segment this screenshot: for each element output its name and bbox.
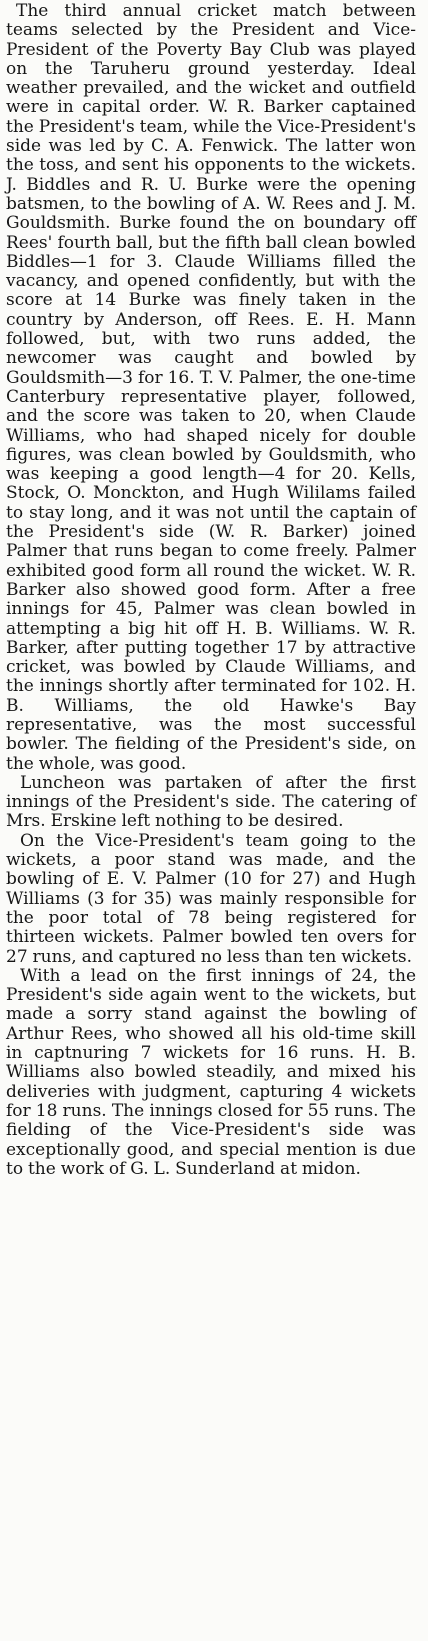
article-paragraph-luncheon: Luncheon was partaken of after the first innings of the President's side. The catering of Mrs. Erskine left nothing to be desired. [6, 772, 416, 832]
article-paragraph-second-innings: With a lead on the first innings of 24, the President's side again went to the wickets, but made a sorry stand against the bowling of Arthur Rees, who showed all his old-time skill in captnuring 7 wickets for 16 runs. H. B. Williams also bowled steadily, and mixed his deliveries with judgment, capturing 4 wickets for 18 runs. The innings closed for 55 runs. The fielding of the Vice-President's side was exceptionally good, and special mention is due to the work of G. L. Sunderland at midon. [6, 965, 416, 1179]
article-column [6, 2, 416, 1179]
article-paragraph-vice-president-innings: On the Vice-President's team going to the wickets, a poor stand was made, and the bowling of E. V. Palmer (10 for 27) and Hugh Williams (3 for 35) was mainly responsible for the poor total of 78 being registered for thirteen wickets. Palmer bowled ten overs for 27 runs, and captured no less than ten wickets. [6, 830, 416, 967]
article-paragraph-match-report: The third annual cricket match between teams selected by the President and Vice-President of the Poverty Bay Club was played on the Taruheru ground yesterday. Ideal weather prevailed, and the wicket and outfield were in capital order. W. R. Barker captained the President's team, while the Vice-President's side was led by C. A. Fenwick. The latter won the toss, and sent his opponents to the wickets. J. Biddles and R. U. Burke were the opening batsmen, to the bowling of A. W. Rees and J. M. Gouldsmith. Burke found the on boundary off Rees' fourth ball, but the fifth ball clean bowled Biddles—1 for 3. Claude Williams filled the vacancy, and opened confidently, but with the score at 14 Burke was finely taken in the country by Anderson, off Rees. E. H. Mann followed, but, with two runs added, the newcomer was caught and bowled by Gouldsmith—3 for 16. T. V. Palmer, the one-time Canterbury representative player, followed, and the score was taken to 20, when Claude Williams, who had shaped nicely for double figures, was clean bowled by Gouldsmith, who was keeping a good length—4 for 20. Kells, Stock, O. Monckton, and Hugh Wililams failed to stay long, and it was not until the captain of the President's side (W. R. Barker) joined Palmer that runs began to come freely. Palmer exhibited good form all round the wicket. W. R. Barker also showed good form. After a free innings for 45, Palmer was clean bowled in attempting a big hit off H. B. Williams. W. R. Barker, after putting together 17 by attractive cricket, was bowled by Claude Williams, and the innings shortly after terminated for 102. H. B. Williams, the old Hawke's Bay representative, was the most successful bowler. The fielding of the President's side, on the whole, was good. [6, 1, 416, 774]
